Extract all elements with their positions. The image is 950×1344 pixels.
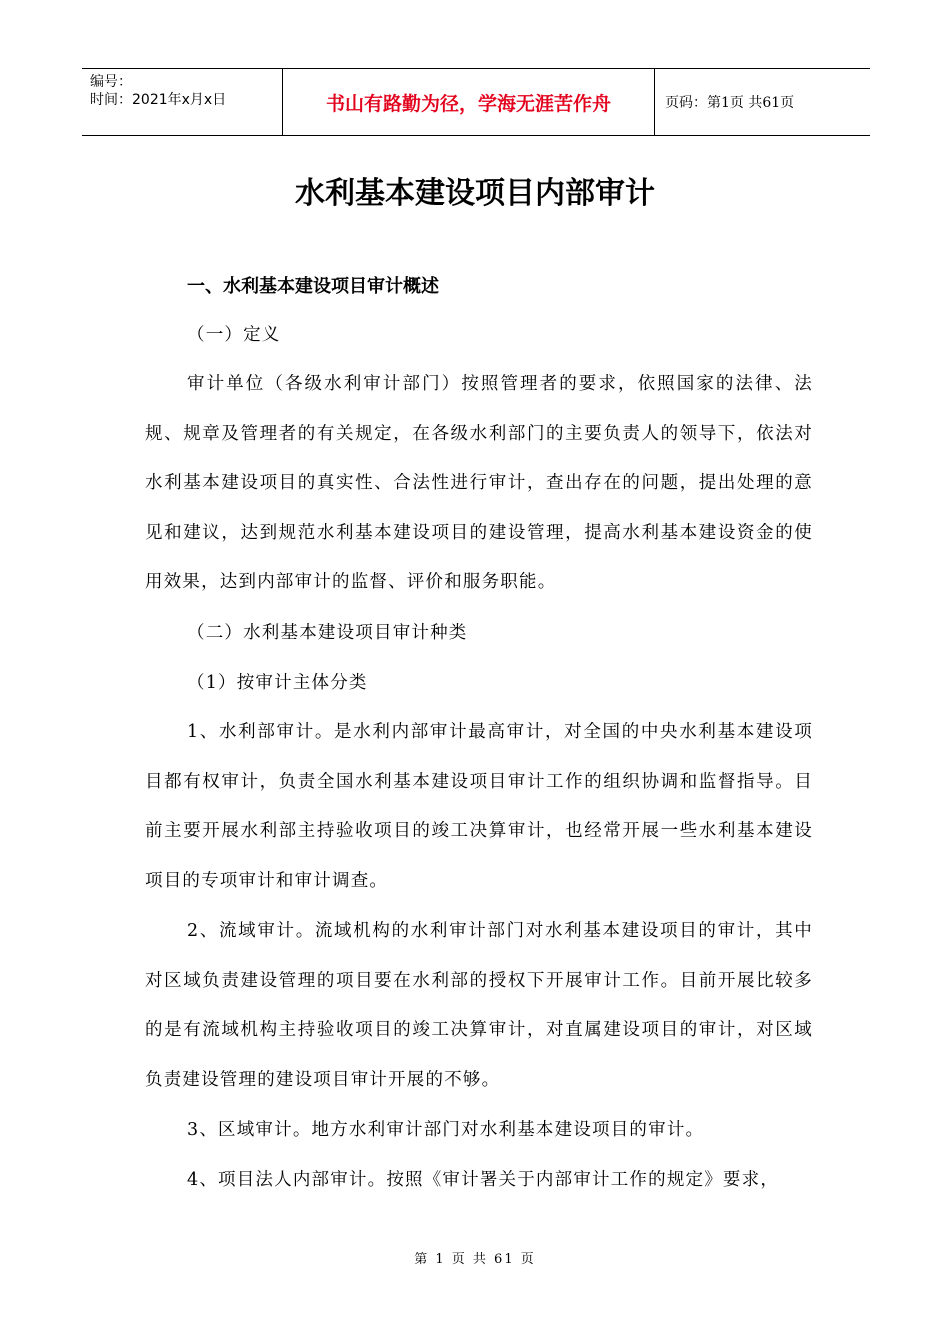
number-label: 编号： (90, 74, 132, 90)
header-meta (82, 69, 282, 135)
item-regional-audit: 3、区域审计。地方水利审计部门对水利基本建设项目的审计。 (187, 1120, 705, 1140)
subsection-definition: （一）定义 (187, 325, 281, 345)
item-basin-audit: 2、流域审计。流域机构的水利审计部门对水利基本建设项目的审计，其中对区域负责建设管理的项目要在水利部的授权下开展审计工作。目前开展比较多的是有流域机构主持验收项目的竣工决算审计，对直属建设项目的审计，对区域负责建设管理的建设项目审计开展的不够。 (145, 921, 813, 1090)
page-header (82, 68, 870, 136)
header-motto: 书山有路勤为径，学海无涯苦作舟 (282, 69, 655, 135)
subsection-types: （二）水利基本建设项目审计种类 (187, 623, 468, 643)
types-subheading: （1）按审计主体分类 (187, 673, 368, 693)
header-page-info: 页码：第1页 共61页 (665, 95, 795, 111)
item-legal-entity-audit: 4、项目法人内部审计。按照《审计署关于内部审计工作的规定》要求， (187, 1170, 780, 1190)
definition-paragraph: 审计单位（各级水利审计部门）按照管理者的要求，依照国家的法律、法规、规章及管理者的有关规定，在各级水利部门的主要负责人的领导下，依法对水利基本建设项目的真实性、合法性进行审计，查出存在的问题，提出处理的意见和建议，达到规范水利基本建设项目的建设管理，提高水利基本建设资金的使用效果，达到内部审计的监督、评价和服务职能。 (145, 374, 813, 593)
section-heading-overview: 一、水利基本建设项目审计概述 (187, 276, 439, 297)
page-footer: 第 1 页 共 61 页 (414, 1252, 536, 1267)
document-title: 水利基本建设项目内部审计 (295, 176, 655, 211)
item-ministry-audit: 1、水利部审计。是水利内部审计最高审计，对全国的中央水利基本建设项目都有权审计，负责全国水利基本建设项目审计工作的组织协调和监督指导。目前主要开展水利部主持验收项目的竣工决算审计，也经常开展一些水利基本建设项目的专项审计和审计调查。 (145, 722, 813, 891)
time-label: 时间：2021年x月x日 (90, 92, 227, 108)
